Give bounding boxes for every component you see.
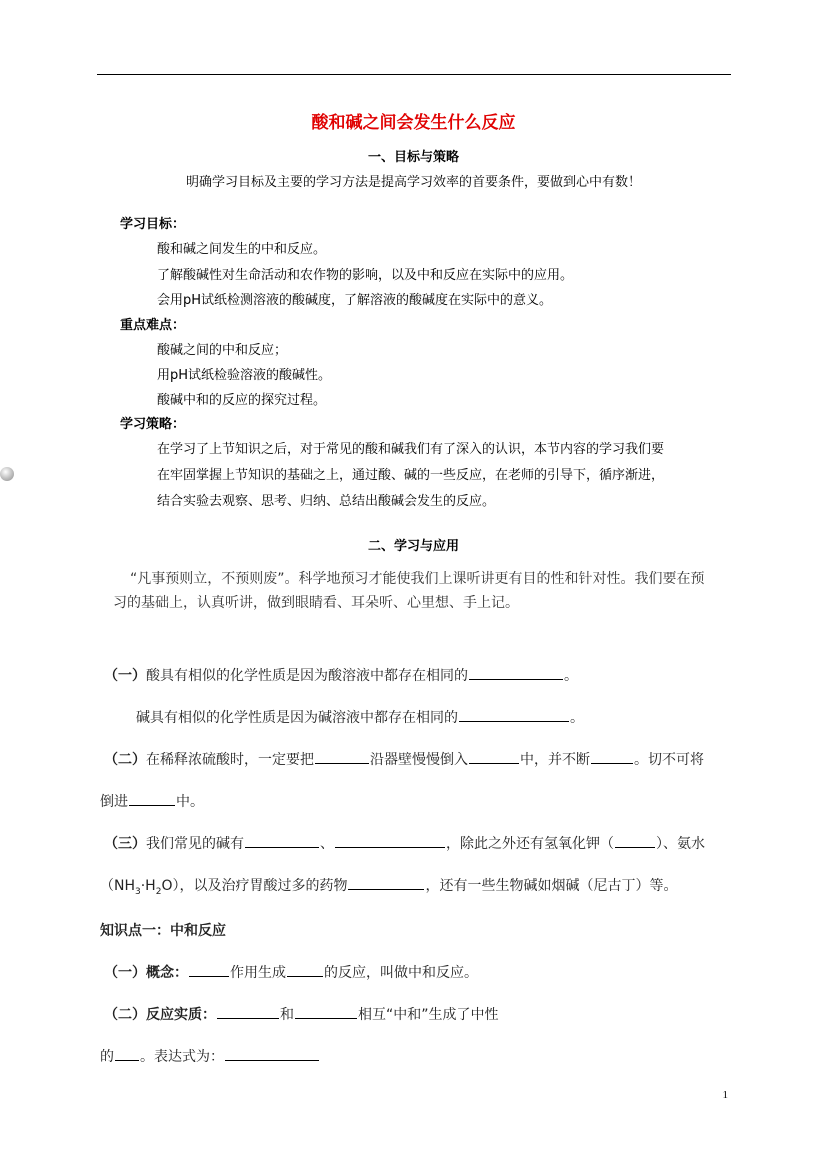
concept-line xyxy=(104,962,478,982)
question-label: （三） xyxy=(104,836,146,852)
strategy-line: 在学习了上节知识之后，对于常见的酸和碱我们有了深入的认识，本节内容的学习我们要 xyxy=(157,442,665,457)
strategy-label: 学习策略： xyxy=(120,417,186,432)
question-text: 中，并不断 xyxy=(520,752,590,768)
question-2-cont xyxy=(100,791,204,811)
answer-blank[interactable] xyxy=(591,749,633,764)
answer-blank[interactable] xyxy=(469,665,563,680)
question-text: ，以及治疗胃酸过多的药物 xyxy=(179,878,348,894)
concept-text: 作用生成 xyxy=(230,965,286,981)
answer-blank[interactable] xyxy=(295,1004,357,1019)
question-label: （二） xyxy=(104,752,146,768)
section1-intro: 明确学习目标及主要的学习方法是提高学习效率的首要条件，要做到心中有数！ xyxy=(185,175,641,190)
essence-text: 相互“中和”生成了中性 xyxy=(358,1007,499,1023)
key-point-item: 酸碱中和的反应的探究过程。 xyxy=(157,393,327,408)
answer-blank[interactable] xyxy=(245,833,319,848)
key-point-item: 酸碱之间的中和反应； xyxy=(157,343,288,358)
goal-item: 酸和碱之间发生的中和反应。 xyxy=(157,242,327,257)
preview-line: 习的基础上，认真听讲，做到眼睛看、耳朵听、心里想、手上记。 xyxy=(113,595,519,611)
page-number: 1 xyxy=(722,1089,728,1101)
page-title: 酸和碱之间会发生什么反应 xyxy=(311,113,516,133)
formula-subscript: 2 xyxy=(155,886,162,897)
question-text: 。 xyxy=(570,710,584,726)
answer-blank[interactable] xyxy=(315,749,369,764)
question-text: 、 xyxy=(320,836,334,852)
answer-blank[interactable] xyxy=(335,833,445,848)
section2-heading: 二、学习与应用 xyxy=(367,539,459,554)
question-text: 倒进 xyxy=(100,794,128,810)
answer-blank[interactable] xyxy=(459,707,569,722)
question-text: ）、氨水 xyxy=(656,836,705,852)
margin-bullet-icon xyxy=(0,467,14,481)
question-1 xyxy=(104,665,578,685)
goal-item: 了解酸碱性对生命活动和农作物的影响，以及中和反应在实际中的应用。 xyxy=(157,268,574,283)
formula-part: ·H xyxy=(140,878,156,894)
question-text: ，还有一些生物碱如烟碱（尼古丁）等。 xyxy=(425,878,678,894)
answer-blank[interactable] xyxy=(115,1046,139,1061)
goals-label: 学习目标： xyxy=(120,217,186,232)
essence-line xyxy=(104,1004,499,1024)
concept-text: 的反应，叫做中和反应。 xyxy=(324,965,478,981)
essence-text: 。表达式为： xyxy=(140,1049,224,1065)
question-3 xyxy=(104,833,705,853)
question-text: 碱具有相似的化学性质是因为碱溶液中都存在相同的 xyxy=(136,710,458,726)
preview-line: “凡事预则立，不预则废”。科学地预习才能使我们上课听讲更有目的性和针对性。我们要在预 xyxy=(130,571,705,587)
question-text: 酸具有相似的化学性质是因为酸溶液中都存在相同的 xyxy=(146,668,468,684)
answer-blank[interactable] xyxy=(189,962,229,977)
key-points-label: 重点难点： xyxy=(120,318,186,333)
knowledge-heading: 知识点一：中和反应 xyxy=(100,923,226,939)
formula-subscript: 3 xyxy=(135,886,141,897)
question-text: 我们常见的碱有 xyxy=(146,836,244,852)
question-text: 中。 xyxy=(176,794,204,810)
top-rule xyxy=(97,74,731,75)
answer-blank[interactable] xyxy=(615,833,655,848)
key-point-item: 用pH试纸检验溶液的酸碱性。 xyxy=(157,368,332,383)
question-2 xyxy=(104,749,704,769)
answer-blank[interactable] xyxy=(287,962,323,977)
question-text: 在稀释浓硫酸时，一定要把 xyxy=(146,752,314,768)
answer-blank[interactable] xyxy=(225,1046,319,1061)
question-1b xyxy=(136,707,584,727)
essence-text: 的 xyxy=(100,1049,114,1065)
essence-label: （二）反应实质： xyxy=(104,1007,216,1023)
question-text: 。 xyxy=(564,668,578,684)
question-text: 。切不可将 xyxy=(634,752,704,768)
section1-heading: 一、目标与策略 xyxy=(367,150,459,165)
essence-line-cont xyxy=(100,1046,320,1066)
ammonia-formula xyxy=(100,878,180,897)
answer-blank[interactable] xyxy=(129,791,175,806)
strategy-line: 结合实验去观察、思考、归纳、总结出酸碱会发生的反应。 xyxy=(157,494,496,509)
essence-text: 和 xyxy=(280,1007,294,1023)
concept-label: （一）概念： xyxy=(104,965,188,981)
answer-blank[interactable] xyxy=(469,749,519,764)
goal-item: 会用pH试纸检测溶液的酸碱度，了解溶液的酸碱度在实际中的意义。 xyxy=(157,293,553,308)
strategy-line: 在牢固掌握上节知识的基础之上，通过酸、碱的一些反应，在老师的引导下，循序渐进， xyxy=(157,468,665,483)
answer-blank[interactable] xyxy=(217,1004,279,1019)
question-label: （一） xyxy=(104,668,146,684)
question-text: ，除此之外还有氢氧化钾（ xyxy=(446,836,614,852)
formula-part: O） xyxy=(161,878,180,894)
answer-blank[interactable] xyxy=(348,875,424,890)
question-3-cont xyxy=(100,875,677,897)
formula-part: （NH xyxy=(100,878,135,894)
question-text: 沿器壁慢慢倒入 xyxy=(370,752,468,768)
